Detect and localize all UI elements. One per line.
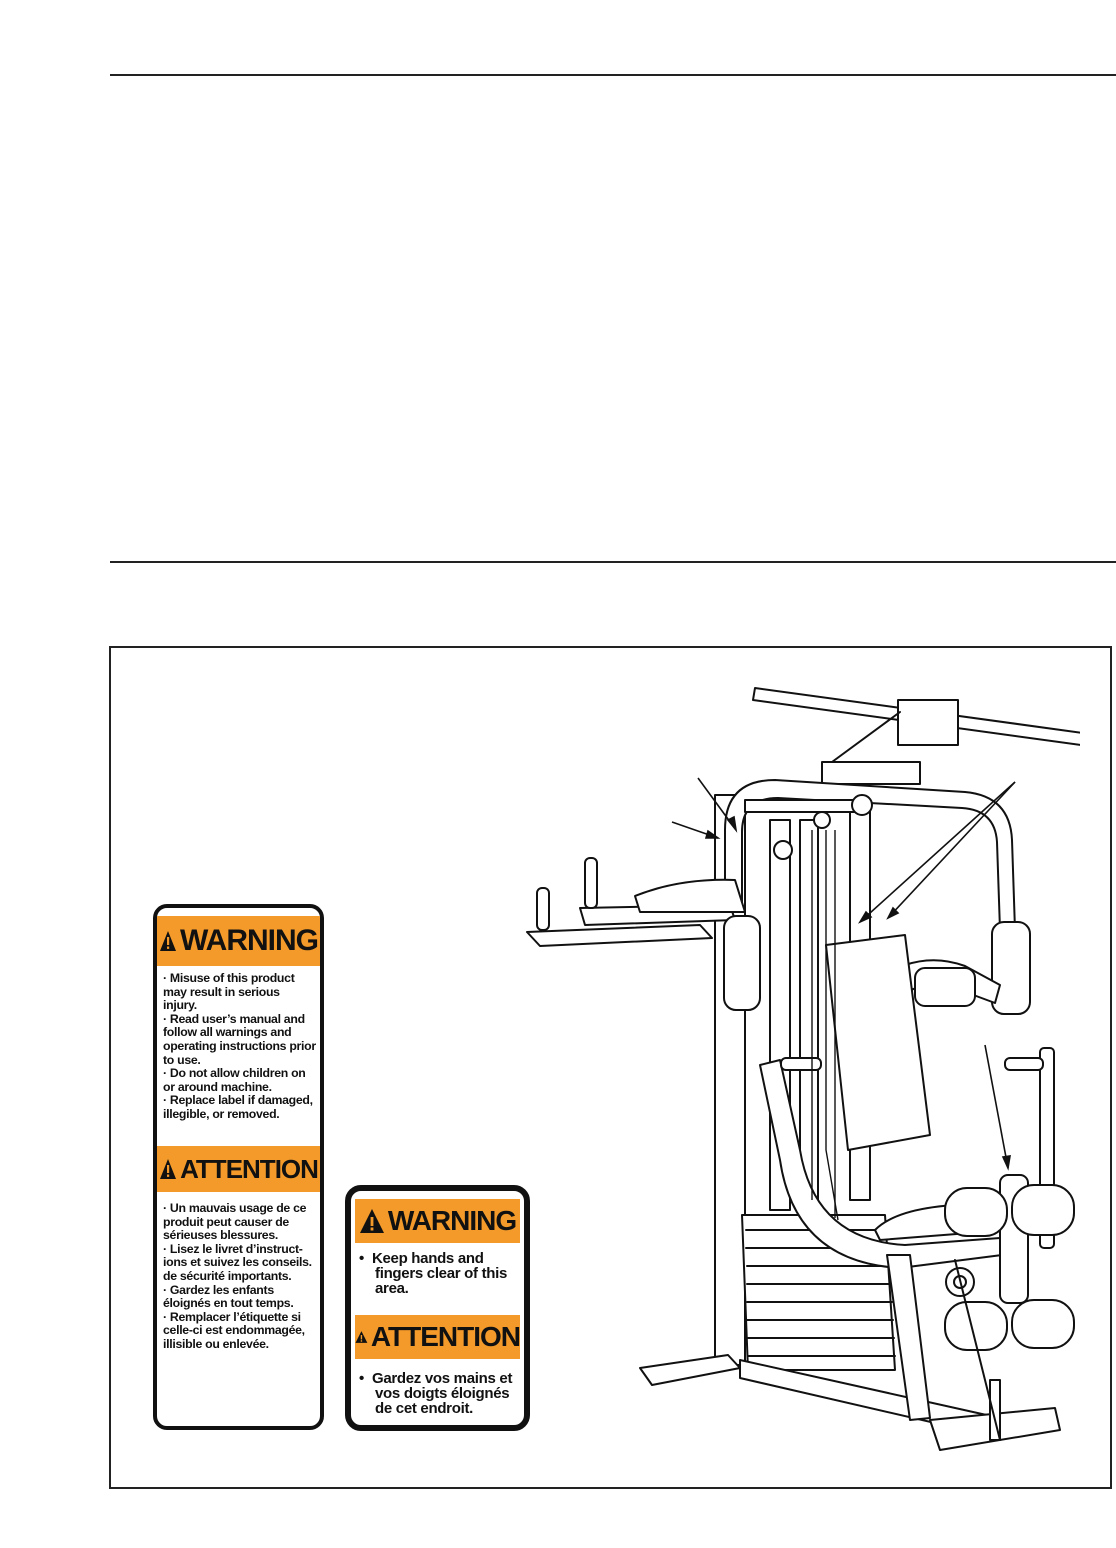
warning-heading: WARNING	[387, 1205, 517, 1236]
attention-item: · Remplacer l’étiquette si celle-ci est endommagée, illisible ou enlevée.	[163, 1309, 305, 1351]
attention-list	[351, 1359, 524, 1422]
warning-heading: WARNING	[180, 924, 318, 957]
warning-band	[355, 1199, 520, 1243]
warning-triangle-icon	[359, 1208, 385, 1234]
warning-triangle-icon	[159, 1158, 177, 1180]
warning-item: · Misuse of this product may result in serious injury.	[163, 971, 295, 1013]
warning-item: · Read user’s manual and follow all warnings and operating instructions prior to use.	[163, 1011, 316, 1067]
warning-list	[157, 966, 320, 1146]
warning-band	[157, 916, 320, 966]
warning-triangle-icon	[159, 930, 177, 952]
warning-list	[351, 1243, 524, 1309]
attention-band	[355, 1315, 520, 1359]
attention-item: • Gardez vos mains et vos doigts éloignés de cet endroit.	[359, 1371, 518, 1416]
warning-item: • Keep hands and fingers clear of this area.	[359, 1251, 518, 1296]
top-divider-rule	[110, 74, 1116, 76]
attention-heading: ATTENTION	[370, 1321, 520, 1352]
attention-item: · Lisez le livret d’instruct-ions et suivez les conseils. de sécurité importants.	[163, 1241, 312, 1283]
warning-label-small	[345, 1185, 530, 1431]
warning-triangle-icon	[355, 1324, 368, 1350]
attention-band	[157, 1146, 320, 1192]
attention-item: · Un mauvais usage de ce produit peut causer de sérieuses blessures.	[163, 1201, 307, 1243]
warning-label-large	[153, 904, 324, 1430]
home-gym-illustration	[520, 670, 1080, 1470]
attention-heading: ATTENTION	[180, 1153, 318, 1184]
warning-item: · Replace label if damaged, illegible, or removed.	[163, 1093, 313, 1121]
middle-divider-rule	[110, 561, 1116, 563]
attention-item: · Gardez les enfants éloignés en tout temps.	[163, 1282, 294, 1311]
warning-item: · Do not allow children on or around machine.	[163, 1066, 306, 1094]
attention-list	[157, 1192, 320, 1356]
